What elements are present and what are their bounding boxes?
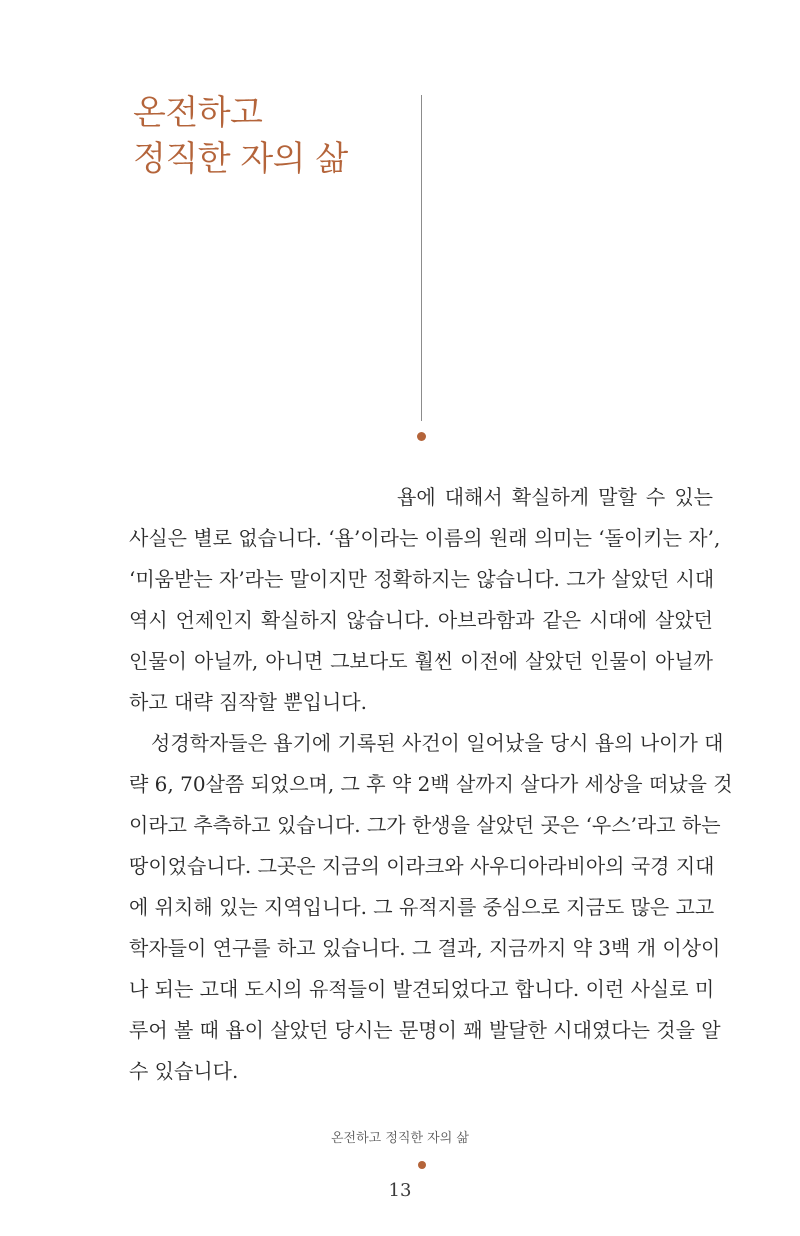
- text-line: 이라고 추측하고 있습니다. 그가 한생을 살았던 곳은 ‘우스’라고 하는: [129, 813, 721, 837]
- text-line: 역시 언제인지 확실하지 않습니다. 아브라함과 같은 시대에 살았던: [129, 608, 713, 632]
- text-line: 학자들이 연구를 하고 있습니다. 그 결과, 지금까지 약 3백 개 이상이: [129, 936, 721, 960]
- page-number: 13: [388, 1180, 412, 1201]
- text-line: 에 위치해 있는 지역입니다. 그 유적지를 중심으로 지금도 많은 고고: [129, 895, 715, 919]
- footer-dot-icon: [418, 1161, 426, 1169]
- body-text: [129, 477, 733, 1092]
- text-line: 루어 볼 때 욥이 살았던 당시는 문명이 꽤 발달한 시대였다는 것을 알: [129, 1018, 721, 1042]
- text-line: 땅이었습니다. 그곳은 지금의 이라크와 사우디아라비아의 국경 지대: [129, 854, 715, 878]
- chapter-title-line-2: 정직한 자의 삶: [133, 139, 348, 179]
- paragraph-1: [129, 477, 721, 723]
- chapter-title-line-1: 온전하고: [133, 93, 263, 133]
- text-line: 욥에 대해서 확실하게 말할 수 있는: [397, 485, 713, 509]
- text-line: 사실은 별로 없습니다. ‘욥’이라는 이름의 원래 의미는 ‘돌이키는 자’,: [129, 526, 721, 550]
- text-line: 략 6, 70살쯤 되었으며, 그 후 약 2백 살까지 살다가 세상을 떠났을 것: [129, 772, 733, 796]
- text-line: 인물이 아닐까, 아니면 그보다도 훨씬 이전에 살았던 인물이 아닐까: [129, 649, 713, 673]
- running-footer-title: 온전하고 정직한 자의 삶: [331, 1131, 469, 1146]
- text-line: 하고 대략 짐작할 뿐입니다.: [129, 690, 367, 714]
- text-line: 수 있습니다.: [129, 1059, 239, 1083]
- text-line: ‘미움받는 자’라는 말이지만 정확하지는 않습니다. 그가 살았던 시대: [129, 567, 715, 591]
- chapter-title: [133, 90, 403, 182]
- accent-dot-icon: [417, 432, 426, 441]
- vertical-divider: [421, 95, 422, 421]
- text-line: 성경학자들은 욥기에 기록된 사건이 일어났을 당시 욥의 나이가 대: [151, 731, 724, 755]
- text-line: 나 되는 고대 도시의 유적들이 발견되었다고 합니다. 이런 사실로 미: [129, 977, 715, 1001]
- paragraph-2: [129, 723, 733, 1092]
